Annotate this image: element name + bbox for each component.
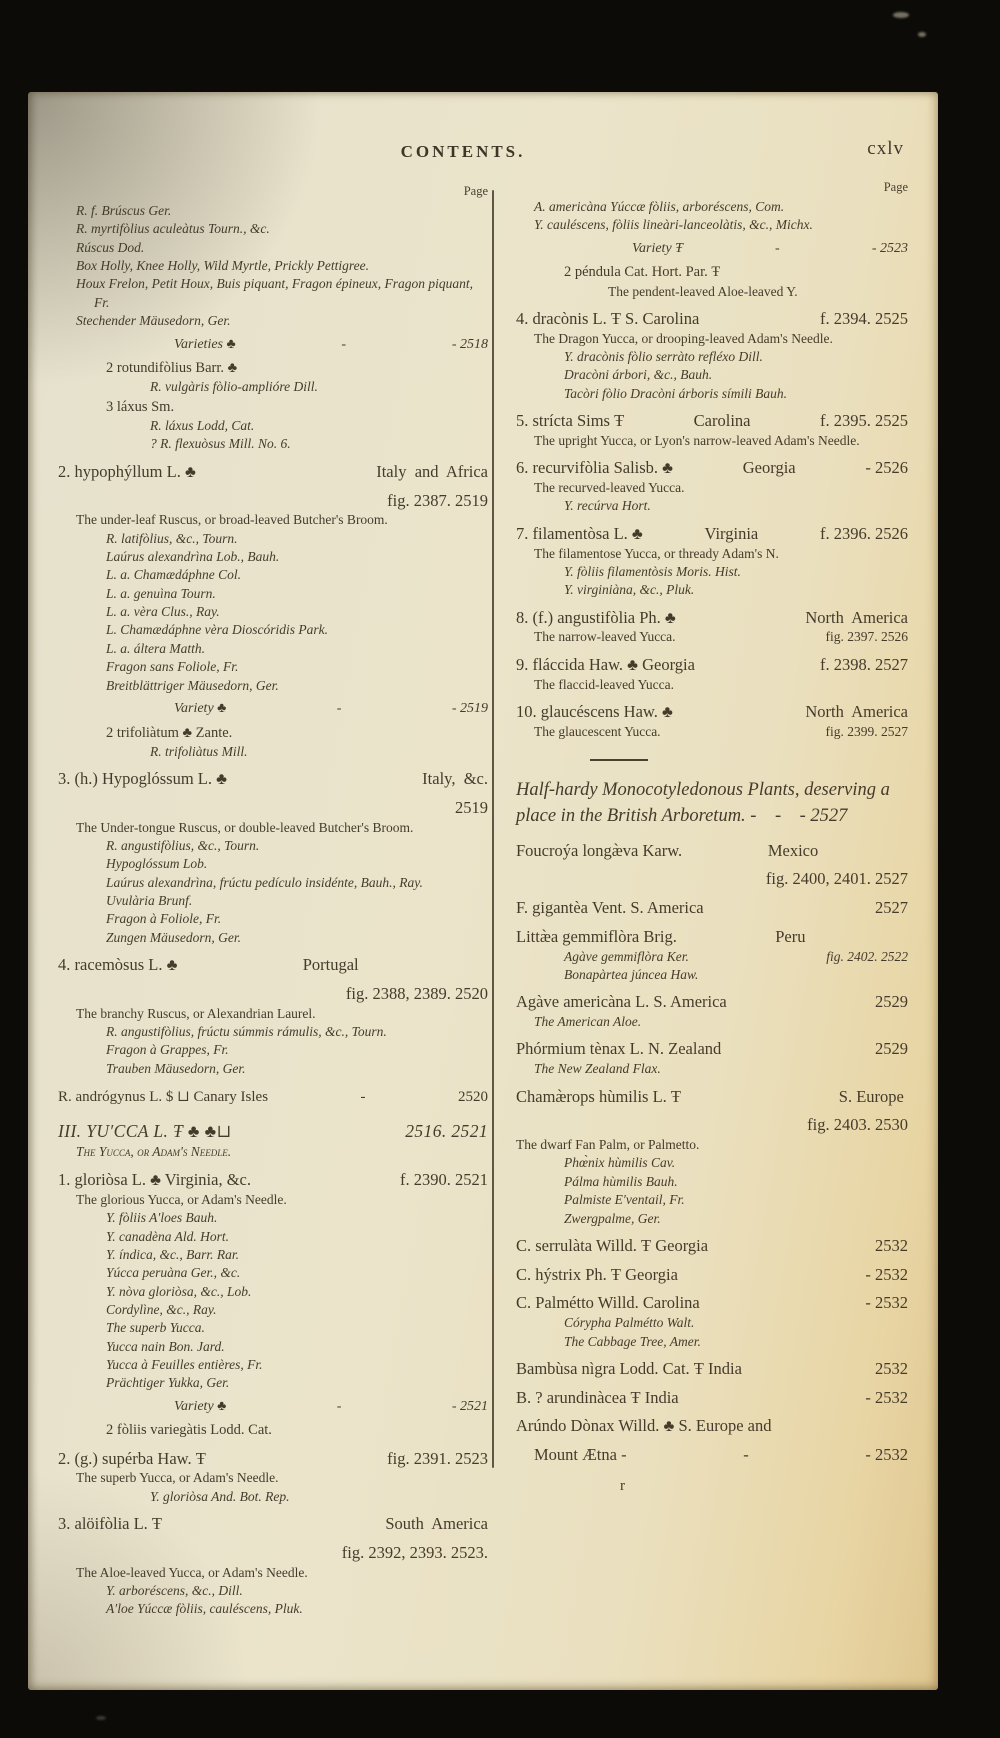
index-line: 8. (f.) angustifòlia Ph. ♣ North America (516, 607, 908, 627)
index-line: Trauben Mäusedorn, Ger. (106, 1060, 246, 1076)
index-line: Y. recúrva Hort. (564, 498, 651, 514)
index-line: R. myrtifòlius aculeàtus Tourn., &c. (76, 221, 270, 237)
index-line: The Yucca, or Adam's Needle. (76, 1144, 232, 1160)
index-line: Zungen Mäusedorn, Ger. (106, 929, 241, 945)
scan-artifact (96, 1716, 106, 1720)
index-line: Rúscus Dod. (76, 239, 145, 255)
index-line: The Cabbage Tree, Amer. (564, 1333, 701, 1349)
index-line: Uvulària Brunf. (106, 893, 193, 909)
index-line: L. a. áltera Matth. (106, 640, 206, 656)
index-line: Y. gloriòsa And. Bot. Rep. (150, 1488, 290, 1504)
index-line: Zwergpalme, Ger. (564, 1210, 661, 1226)
right-column-lines (516, 198, 908, 1466)
index-line: R. angustifòlius, &c., Tourn. (106, 838, 260, 854)
index-line: The American Aloe. (534, 1014, 642, 1030)
index-line: The New Zealand Flax. (534, 1061, 661, 1077)
index-line: Fragon sans Foliole, Fr. (106, 659, 239, 675)
index-line: 3. (h.) Hypoglóssum L. ♣ Italy, &c. (58, 769, 488, 789)
index-line: Fragon à Grappes, Fr. (106, 1042, 229, 1058)
index-line: Agàve americàna L. S. America 2529 (516, 992, 908, 1012)
folio-number: cxlv (867, 138, 904, 159)
index-line: R. trifoliàtus Mill. (150, 743, 248, 759)
index-line: 10. glaucéscens Haw. ♣ North America (516, 701, 908, 721)
index-line: The Aloe-leaved Yucca, or Adam's Needle. (76, 1564, 308, 1580)
index-line: R. angustifòlius, frúctu súmmis rámulis, &c., Tourn. (106, 1024, 387, 1040)
index-line: 4. dracònis L. Ŧ S. Carolina f. 2394. 2525 (516, 308, 908, 328)
index-line: 9. fláccida Haw. ♣ Georgia f. 2398. 2527 (516, 654, 908, 674)
index-line: Córypha Palmétto Walt. (564, 1315, 695, 1331)
index-line: Bonapàrtea júncea Haw. (564, 966, 699, 982)
index-line: Dracòni árbori, &c., Bauh. (564, 367, 713, 383)
index-line: Littæ̀a gemmiflòra Brig. Peru (516, 926, 806, 946)
index-line: R. láxus Lodd, Cat. (150, 418, 255, 434)
section-rule (590, 759, 648, 761)
index-line: fig. 2392, 2393. 2523. (341, 1542, 488, 1562)
index-line: Tacòri fòlio Dracòni árboris símili Bauh. (564, 385, 788, 401)
index-line: 2 péndula Cat. Hort. Par. Ŧ (564, 264, 721, 281)
index-line: Breitblättriger Mäusedorn, Ger. (106, 677, 279, 693)
index-line: 3 láxus Sm. (106, 398, 175, 415)
index-line: The narrow-leaved Yucca. fig. 2397. 2526 (534, 629, 908, 645)
index-line: Hypoglóssum Lob. (106, 856, 208, 872)
index-line: 7. filamentòsa L. ♣ Virginia f. 2396. 2526 (516, 523, 908, 543)
index-line: The under-leaf Ruscus, or broad-leaved Butcher's Broom. (76, 512, 388, 528)
index-line: Variety Ŧ - - 2523 (632, 240, 908, 256)
index-line: 2 rotundifòlius Barr. ♣ (106, 360, 238, 377)
index-line: Prächtiger Yukka, Ger. (106, 1375, 230, 1391)
index-line: The upright Yucca, or Lyon's narrow-leaved Adam's Needle. (534, 432, 860, 448)
index-line: 4. racemòsus L. ♣ Portugal (58, 955, 359, 975)
index-line: Mount Ætna - - - 2532 (534, 1445, 908, 1465)
index-line: Variety ♣ - - 2521 (174, 1398, 488, 1414)
index-line: Chamæ̀rops hùmilis L. Ŧ S. Europe (516, 1086, 908, 1106)
index-line: A′loe Yúccæ fòliis, cauléscens, Pluk. (106, 1601, 303, 1617)
column-divider (492, 190, 494, 1468)
index-line: The flaccid-leaved Yucca. (534, 676, 675, 692)
index-line: fig. 2387. 2519 (387, 490, 488, 510)
index-line: fig. 2403. 2530 (807, 1115, 908, 1135)
scan-page (28, 92, 938, 1690)
index-line: Yucca à Feuilles entières, Fr. (106, 1357, 263, 1373)
index-line: The dwarf Fan Palm, or Palmetto. (516, 1137, 700, 1153)
page-column-label: Page (883, 180, 908, 194)
index-line: C. serrulàta Willd. Ŧ Georgia 2532 (516, 1235, 908, 1255)
index-line: L. Chamædáphne vèra Dioscóridis Park. (106, 622, 328, 638)
index-line: Y. dracònis fòlio serràto refléxo Dill. (564, 349, 763, 365)
index-line: Stechender Mäusedorn, Ger. (76, 313, 231, 329)
index-line: L. a. Chamædáphne Col. (106, 567, 242, 583)
index-line: Y. arboréscens, &c., Dill. (106, 1583, 243, 1599)
index-line: L. a. vèra Clus., Ray. (106, 604, 220, 620)
right-column (516, 180, 908, 1495)
index-line: fig. 2400, 2401. 2527 (765, 869, 908, 889)
index-line: A. americàna Yúccæ fòliis, arboréscens, Com. (534, 199, 785, 214)
index-line: Bambùsa nìgra Lodd. Cat. Ŧ India 2532 (516, 1358, 908, 1378)
index-line: Fragon à Foliole, Fr. (106, 911, 222, 927)
index-line: 2. (g.) supérba Haw. Ŧ fig. 2391. 2523 (58, 1448, 488, 1468)
page-title: CONTENTS. (400, 142, 526, 161)
index-line: 5. strícta Sims Ŧ Carolina f. 2395. 2525 (516, 411, 908, 431)
index-line: R. latifòlius, &c., Tourn. (106, 530, 238, 546)
index-line: 1. gloriòsa L. ♣ Virginia, &c. f. 2390. 2521 (58, 1170, 488, 1190)
index-line: R. vulgàris fòlio-amplióre Dill. (150, 379, 318, 395)
index-line: Phórmium tènax L. N. Zealand 2529 (516, 1039, 908, 1059)
index-line: Y. cauléscens, fòliis lineàri-lanceolàtis, &c., Michx. (534, 217, 813, 233)
index-line: Variety ♣ - - 2519 (174, 700, 488, 716)
page-column-label: Page (463, 184, 488, 198)
index-line: 2. hypophýllum L. ♣ Italy and Africa (58, 461, 488, 481)
index-line: 2 fòliis variegàtis Lodd. Cat. (106, 1422, 272, 1439)
index-line: 6. recurvifòlia Salisb. ♣ Georgia - 2526 (516, 458, 908, 478)
index-line: Agàve gemmiflòra Ker. fig. 2402. 2522 (564, 948, 908, 964)
index-line: fig. 2388, 2389. 2520 (345, 983, 488, 1003)
left-column-lines (58, 202, 488, 1619)
index-line: C. Palmétto Willd. Carolina - 2532 (516, 1293, 908, 1313)
index-line: The filamentose Yucca, or thready Adam's N. (534, 545, 779, 561)
index-line: Y. canadèna Ald. Hort. (106, 1228, 230, 1244)
index-line: The Under-tongue Ruscus, or double-leaved Butcher's Broom. (76, 819, 414, 835)
index-line: C. hýstrix Ph. Ŧ Georgia - 2532 (516, 1264, 908, 1284)
index-line: Box Holly, Knee Holly, Wild Myrtle, Prickly Pettigree. (76, 258, 370, 274)
index-line: Yucca nain Bon. Jard. (106, 1338, 225, 1354)
index-line: The glorious Yucca, or Adam's Needle. (76, 1191, 287, 1207)
index-line: Houx Frelon, Petit Houx, Buis piquant, Fragon épineux, Fragon piquant, Fr. (76, 276, 473, 310)
index-line: The Dragon Yucca, or drooping-leaved Adam's Needle. (534, 330, 833, 346)
index-line: Varieties ♣ - - 2518 (174, 336, 488, 352)
index-line: 2 trifoliàtum ♣ Zante. (106, 724, 233, 741)
index-line: L. a. genuìna Tourn. (106, 585, 216, 601)
index-line: Half-hardy Monocotyledonous Plants, deserving a place in the British Arboretum. - - - 2527 (516, 780, 890, 827)
index-line: Y. nòva gloriòsa, &c., Lob. (106, 1283, 252, 1299)
index-line: R. andrógynus L. $ ⊔ Canary Isles - 2520 (58, 1089, 488, 1106)
index-line: Y. índica, &c., Barr. Rar. (106, 1246, 240, 1262)
index-line: The glaucescent Yucca. fig. 2399. 2527 (534, 723, 908, 739)
index-line: R. f. Brúscus Ger. (76, 203, 172, 218)
index-line: 3. alöifòlia L. Ŧ South America (58, 1514, 488, 1534)
index-line: The superb Yucca, or Adam's Needle. (76, 1470, 279, 1486)
index-line: ? R. flexuòsus Mill. No. 6. (150, 436, 291, 452)
index-line: F. gigantèa Vent. S. America 2527 (516, 898, 908, 918)
scan-artifact (918, 32, 926, 37)
index-line: Pálma hùmilis Bauh. (564, 1173, 678, 1189)
index-line: The superb Yucca. (106, 1320, 205, 1336)
index-line: Phœ̀nix hùmilis Cav. (564, 1155, 676, 1171)
index-line: Foucroýa longæ̀va Karw. Mexico (516, 840, 819, 860)
index-line: III. YU′CCA L. Ŧ ♣ ♣⊔ 2516. 2521 (58, 1121, 488, 1142)
index-line: Palmiste E′ventail, Fr. (564, 1192, 685, 1208)
scan-artifact (893, 12, 909, 18)
left-column (58, 184, 488, 1619)
index-line: Laúrus alexandrìna Lob., Bauh. (106, 549, 280, 565)
index-line: Arúndo Dònax Willd. ♣ S. Europe and (516, 1416, 772, 1436)
index-line: Cordylìne, &c., Ray. (106, 1301, 217, 1317)
index-line: Y. virginiàna, &c., Pluk. (564, 582, 695, 598)
index-line: The recurved-leaved Yucca. (534, 480, 685, 496)
index-line: Y. fòliis A′loes Bauh. (106, 1210, 218, 1226)
signature-mark: r (620, 1477, 625, 1494)
index-line: Y. fòliis filamentòsis Moris. Hist. (564, 563, 741, 579)
index-line: Yúcca peruàna Ger., &c. (106, 1265, 241, 1281)
index-line: The pendent-leaved Aloe-leaved Y. (608, 283, 798, 299)
index-line: 2519 (455, 797, 488, 817)
index-line: Laúrus alexandrìna, frúctu pedículo insidénte, Bauh., Ray. (106, 874, 423, 890)
index-line: B. ? arundinàcea Ŧ India - 2532 (516, 1387, 908, 1407)
index-line: The branchy Ruscus, or Alexandrian Laurel. (76, 1005, 316, 1021)
